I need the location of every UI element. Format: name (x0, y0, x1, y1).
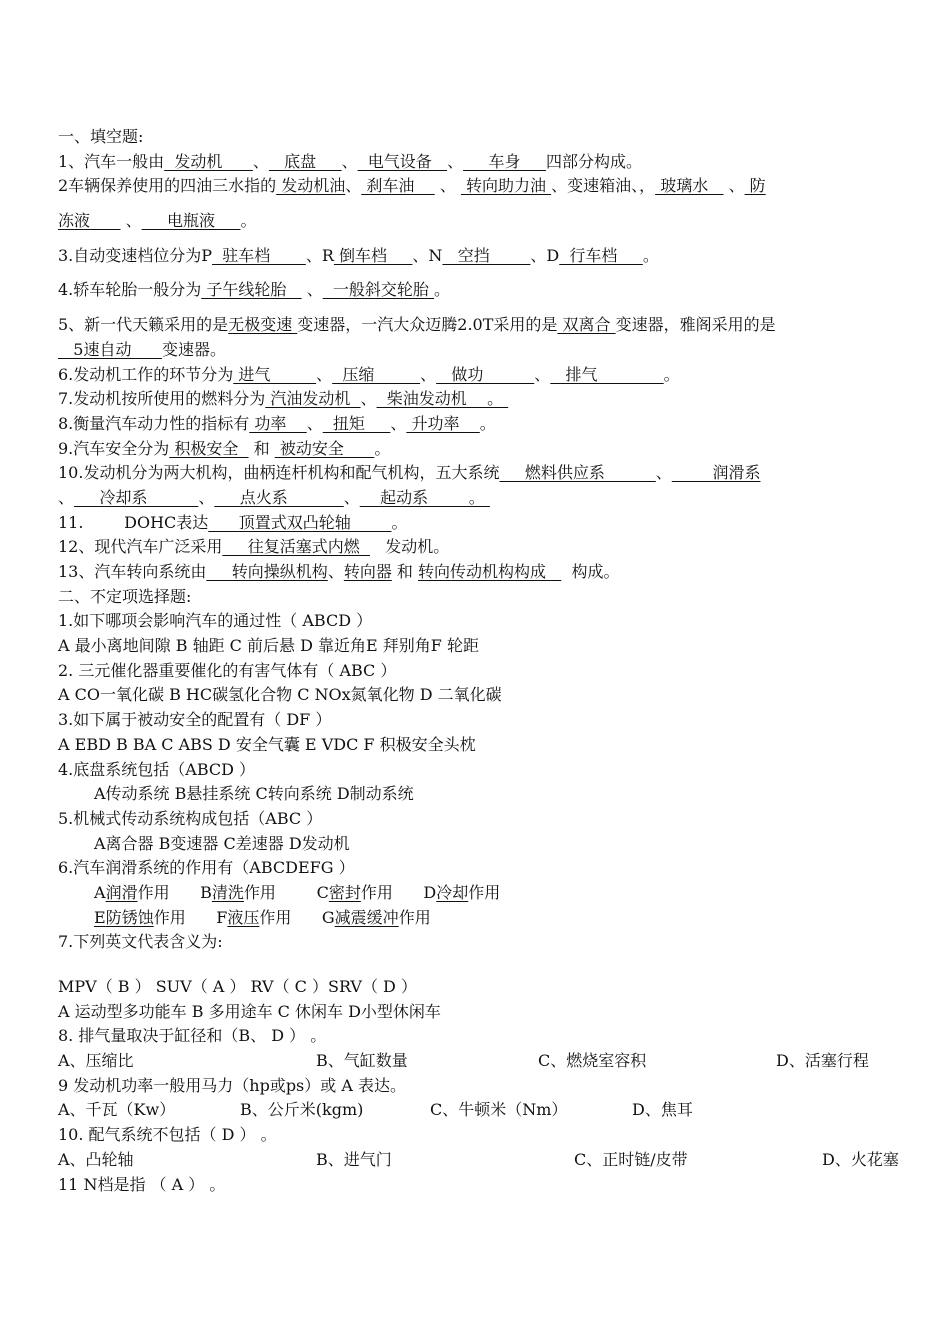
c6-options-row1: A润滑作用 B清洗作用 C密封作用 D冷却作用 (94, 882, 501, 902)
c4-question: 4.底盘系统包括（ABCD ） (58, 759, 256, 779)
q5-answer: 无极变速 (228, 315, 298, 335)
q10-answer: 起动系 。 (359, 487, 490, 507)
c10-options: A、凸轮轴 B、进气门 C、正时链/皮带 D、火花塞 (58, 1149, 899, 1169)
c9-options: A、千瓦（Kw） B、公斤米(kgm) C、牛顿米（Nm） D、焦耳 (58, 1100, 693, 1120)
q9-answer: 积极安全 (169, 438, 249, 458)
q3: 3.自动变速档位分为P 驻车档 、R 倒车档 、N 空挡 、D 行车档 。 (58, 245, 659, 265)
q8-answer: 扭矩 (322, 413, 391, 433)
q6-answer: 排气 (550, 364, 664, 384)
c2-question: 2. 三元催化器重要催化的有害气体有（ ABC ） (58, 660, 397, 680)
q5-answer: 5速自动 (58, 339, 162, 359)
q3-answer: 驻车档 (212, 245, 306, 265)
q9: 9.汽车安全分为 积极安全 和 被动安全 。 (58, 438, 391, 458)
q2-answer: 刹车油 (361, 176, 435, 196)
section1-heading: 一、填空题: (58, 127, 144, 146)
q2-answer: 防 (744, 176, 766, 196)
q3-answer: 行车档 (559, 245, 643, 265)
c1-question: 1.如下哪项会影响汽车的通过性（ ABCD ） (58, 611, 373, 631)
q12-answer: 往复活塞式内燃 (222, 537, 370, 557)
c6-options-row2: E防锈蚀作用 F液压作用 G减震缓冲作用 (94, 907, 431, 927)
c1-options: A 最小离地间隙 B 轴距 C 前后悬 D 靠近角E 拜别角F 轮距 (58, 636, 479, 656)
q6-answer: 压缩 (332, 364, 421, 384)
c11-question: 11 N档是指 （ A ） 。 (58, 1174, 226, 1194)
c2-options: A CO一氧化碳 B HC碳氢化合物 C NOx氮氧化物 D 二氧化碳 (58, 685, 502, 705)
q10-answer: 冷却系 (74, 487, 199, 507)
q1-answer: 底盘 (268, 151, 342, 171)
q8-answer: 功率 (249, 413, 307, 433)
q6-answer: 进气 (233, 364, 317, 384)
q1-text: 1、汽车一般由 (58, 151, 165, 171)
q13: 13、汽车转向系统由 转向操纵机构、转向器 和 转向传动机构构成 构成。 (58, 562, 620, 581)
q3-answer: 倒车档 (333, 245, 413, 265)
q1: 1、汽车一般由 发动机 、 底盘 、 电气设备 、 车身 四部分构成。 (58, 151, 642, 171)
q5-cont: 5速自动 变速器。 (58, 339, 226, 359)
q13-answer: 转向操纵机构 (206, 562, 328, 581)
q11-answer: 顶置式双凸轮轴 (208, 512, 392, 532)
q8-answer: 升功率 (406, 413, 480, 433)
q2-answer: 玻璃水 (655, 176, 724, 196)
section2-heading: 二、不定项选择题: (58, 586, 192, 606)
q4-answer: 子午线轮胎 (201, 280, 302, 300)
q2: 2车辆保养使用的四油三水指的 发动机油、 刹车油 、 转向助力油 、变速箱油、， 玻璃水 、 防 (58, 176, 766, 196)
q9-answer: 被动安全 (274, 438, 375, 458)
c7-abbr: MPV（ B ） SUV（ A ） RV（ C ）SRV（ D ） (58, 977, 417, 996)
q10-answer: 燃料供应系 (499, 463, 656, 483)
q2-answer: 转向助力油 (460, 176, 552, 196)
c9-question: 9 发动机功率一般用马力（hp或ps）或 A 表达。 (58, 1075, 406, 1095)
q4-answer: 一般斜交轮胎 (322, 280, 434, 300)
q3-answer: 空挡 (442, 245, 531, 265)
q10-answer: 点火系 (214, 487, 344, 507)
c7-options: A 运动型多功能车 B 多用途车 C 休闲车 D小型休闲车 (58, 1001, 441, 1021)
c3-options: A EBD B BA C ABS D 安全气囊 E VDC F 积极安全头枕 (58, 734, 476, 754)
q6-answer: 做功 (436, 364, 535, 384)
q7-answer: 汽油发动机 (265, 389, 361, 409)
q1-answer: 电气设备 (357, 151, 448, 171)
c7-question: 7.下列英文代表含义为: (58, 932, 223, 952)
c10-question: 10. 配气系统不包括（ D ） 。 (58, 1125, 277, 1145)
q13-answer: 转向器 (343, 562, 392, 581)
q6: 6.发动机工作的环节分为 进气 、 压缩 、 做功 、 排气 。 (58, 364, 680, 384)
q2-answer: 发动机油 (276, 176, 346, 196)
c8-question: 8. 排气量取决于缸径和（B、 D ） 。 (58, 1026, 327, 1046)
document-page (58, 125, 938, 1197)
q11: 11. DOHC表达 顶置式双凸轮轴 。 (58, 512, 408, 532)
q7: 7.发动机按所使用的燃料分为 汽油发动机 、 柴油发动机 。 (58, 389, 509, 409)
q13-answer: 转向传动机构构成 (418, 562, 562, 581)
q10: 10.发动机分为两大机构，曲柄连杆机构和配气机构，五大系统 燃料供应系 、 润滑系 (58, 463, 761, 483)
c5-options: A离合器 B变速器 C差速器 D发动机 (94, 833, 350, 853)
c5-question: 5.机械式传动系统构成包括（ABC ） (58, 808, 323, 828)
q5: 5、新一代天籁采用的是无极变速 变速器，一汽大众迈腾2.0T采用的是 双离合 变速器，雅阁采用的是 (58, 315, 776, 335)
q10-answer: 润滑系 (671, 463, 761, 483)
c3-question: 3.如下属于被动安全的配置有（ DF ） (58, 710, 332, 730)
q1-answer: 发动机 (164, 151, 253, 171)
q8: 8.衡量汽车动力性的指标有 功率 、 扭矩 、 升功率 。 (58, 413, 496, 433)
q2-cont: 冻液 、 电瓶液 。 (58, 211, 257, 231)
q4: 4.轿车轮胎一般分为 子午线轮胎 、 一般斜交轮胎 。 (58, 280, 451, 300)
q5-answer: 双离合 (557, 315, 616, 335)
q2-answer: 电瓶液 (141, 211, 241, 231)
q1-answer: 车身 (463, 151, 546, 171)
c4-options: A传动系统 B悬挂系统 C转向系统 D制动系统 (94, 784, 414, 804)
c8-options: A、压缩比 B、气缸数量 C、燃烧室容积 D、活塞行程 (58, 1051, 869, 1071)
c6-question: 6.汽车润滑系统的作用有（ABCDEFG ） (58, 858, 355, 878)
q10-cont: 、 冷却系 、 点火系 、 起动系 。 (58, 487, 490, 507)
q12: 12、现代汽车广泛采用 往复活塞式内燃 发动机。 (58, 537, 450, 557)
q7-answer: 柴油发动机 。 (376, 389, 509, 409)
q2-answer: 冻液 (58, 211, 121, 231)
